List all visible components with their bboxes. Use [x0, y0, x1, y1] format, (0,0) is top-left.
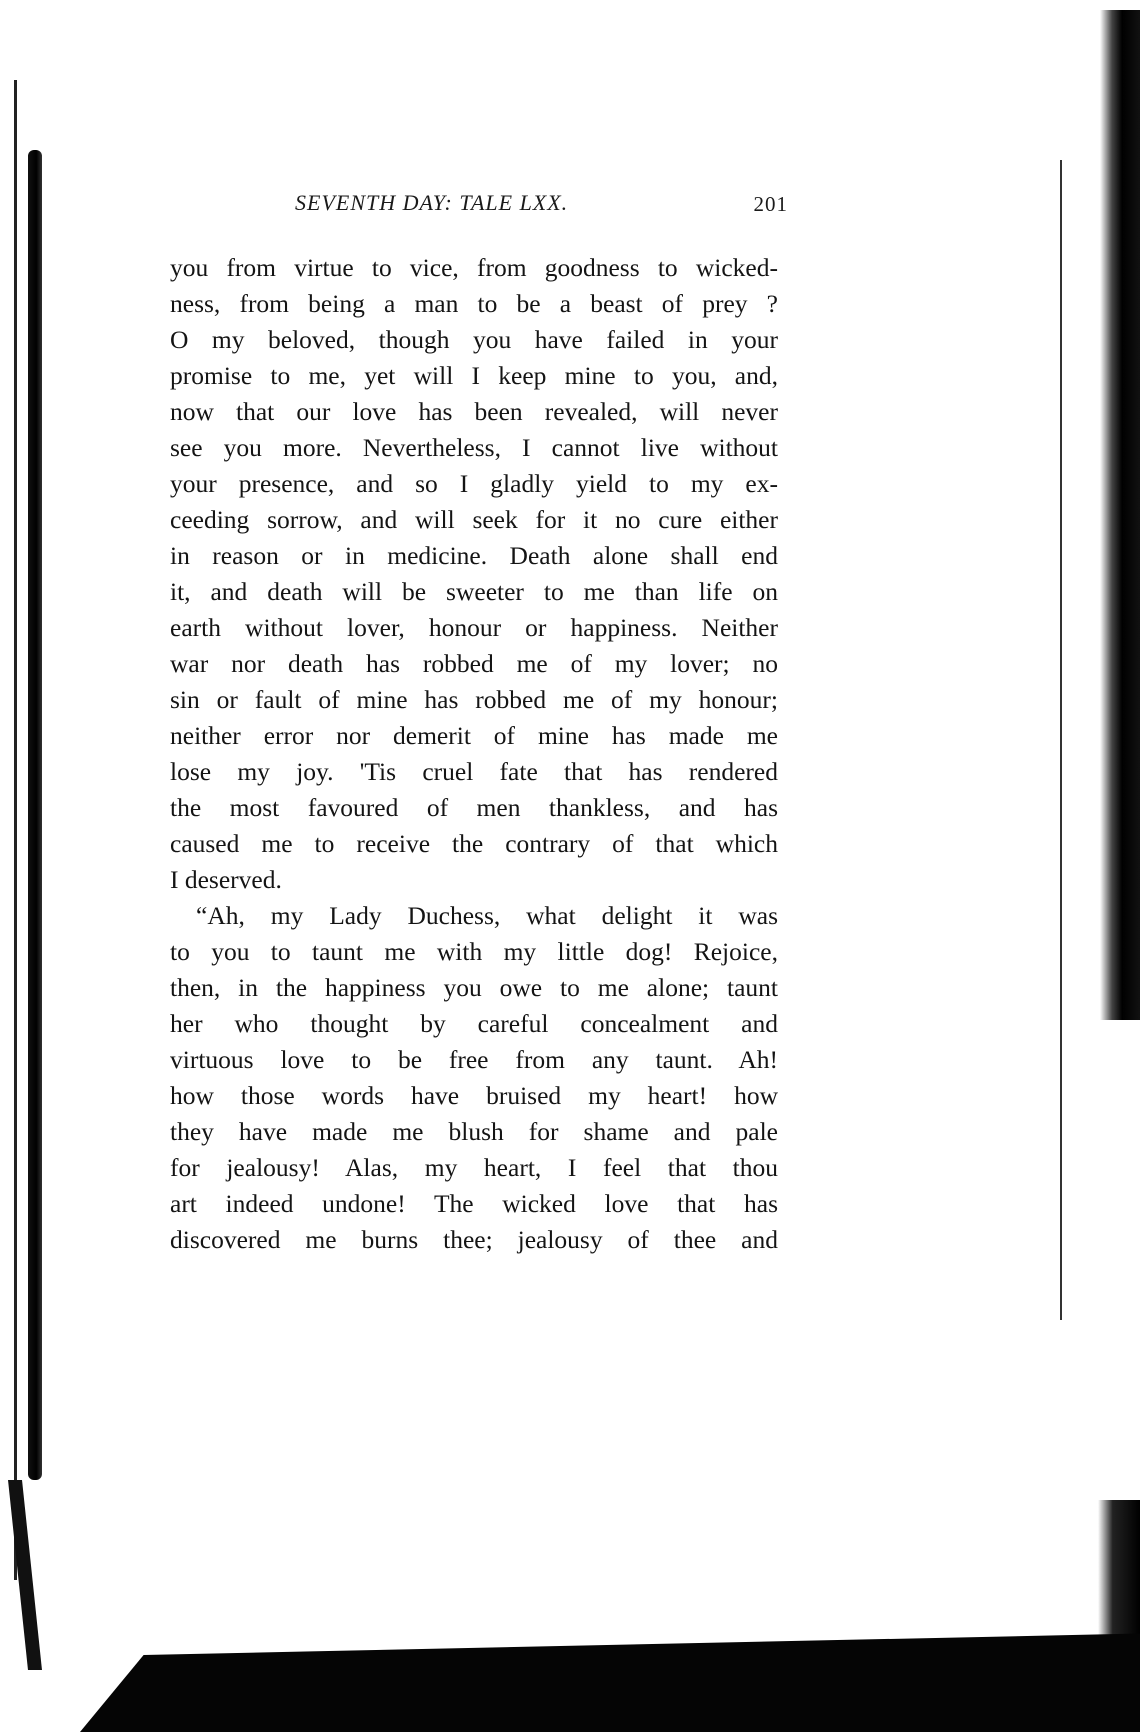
text-line: war nor death has robbed me of my lover; no	[170, 649, 778, 678]
text-line: ceeding sorrow, and will seek for it no cure either	[170, 505, 778, 534]
scan-bottom-shadow	[80, 1625, 1140, 1732]
scan-binding-edge	[14, 80, 17, 1580]
text-line: how those words have bruised my heart! how	[170, 1081, 778, 1110]
text-line: earth without lover, honour or happiness. Neither	[170, 613, 778, 642]
page-header	[170, 190, 790, 226]
scan-binding-shadow	[28, 150, 42, 1480]
text-line: promise to me, yet will I keep mine to you, and,	[170, 361, 778, 390]
text-line: you from virtue to vice, from goodness to wicked-	[170, 253, 778, 282]
text-line: O my beloved, though you have failed in your	[170, 325, 778, 354]
running-head: SEVENTH DAY: TALE LXX.	[295, 190, 569, 215]
text-line: her who thought by careful concealment and	[170, 1009, 778, 1038]
text-line: they have made me blush for shame and pale	[170, 1117, 778, 1146]
text-line: in reason or in medicine. Death alone shall end	[170, 541, 778, 570]
text-line: it, and death will be sweeter to me than life on	[170, 577, 778, 606]
text-line: then, in the happiness you owe to me alone; taunt	[170, 973, 778, 1002]
scan-right-edge	[1100, 10, 1140, 1020]
text-line: sin or fault of mine has robbed me of my honour;	[170, 685, 778, 714]
scan-right-edge-line	[1060, 160, 1062, 1320]
text-line: see you more. Nevertheless, I cannot live without	[170, 433, 778, 462]
text-line: discovered me burns thee; jealousy of thee and	[170, 1225, 778, 1254]
page-number: 201	[753, 192, 788, 216]
text-line: the most favoured of men thankless, and has	[170, 793, 778, 822]
text-line: “Ah, my Lady Duchess, what delight it was	[196, 901, 778, 930]
text-line: I deserved.	[170, 865, 282, 894]
body-text	[170, 250, 778, 1258]
text-line: caused me to receive the contrary of that which	[170, 829, 778, 858]
text-line: your presence, and so I gladly yield to my ex-	[170, 469, 778, 498]
text-line: lose my joy. 'Tis cruel fate that has rendered	[170, 757, 778, 786]
text-line: art indeed undone! The wicked love that has	[170, 1189, 778, 1218]
text-line: now that our love has been revealed, will never	[170, 397, 778, 426]
text-line: ness, from being a man to be a beast of prey ?	[170, 289, 778, 318]
text-line: to you to taunt me with my little dog! Rejoice,	[170, 937, 778, 966]
text-line: virtuous love to be free from any taunt. Ah!	[170, 1045, 778, 1074]
text-line: for jealousy! Alas, my heart, I feel that thou	[170, 1153, 778, 1182]
text-line: neither error nor demerit of mine has made me	[170, 721, 778, 750]
